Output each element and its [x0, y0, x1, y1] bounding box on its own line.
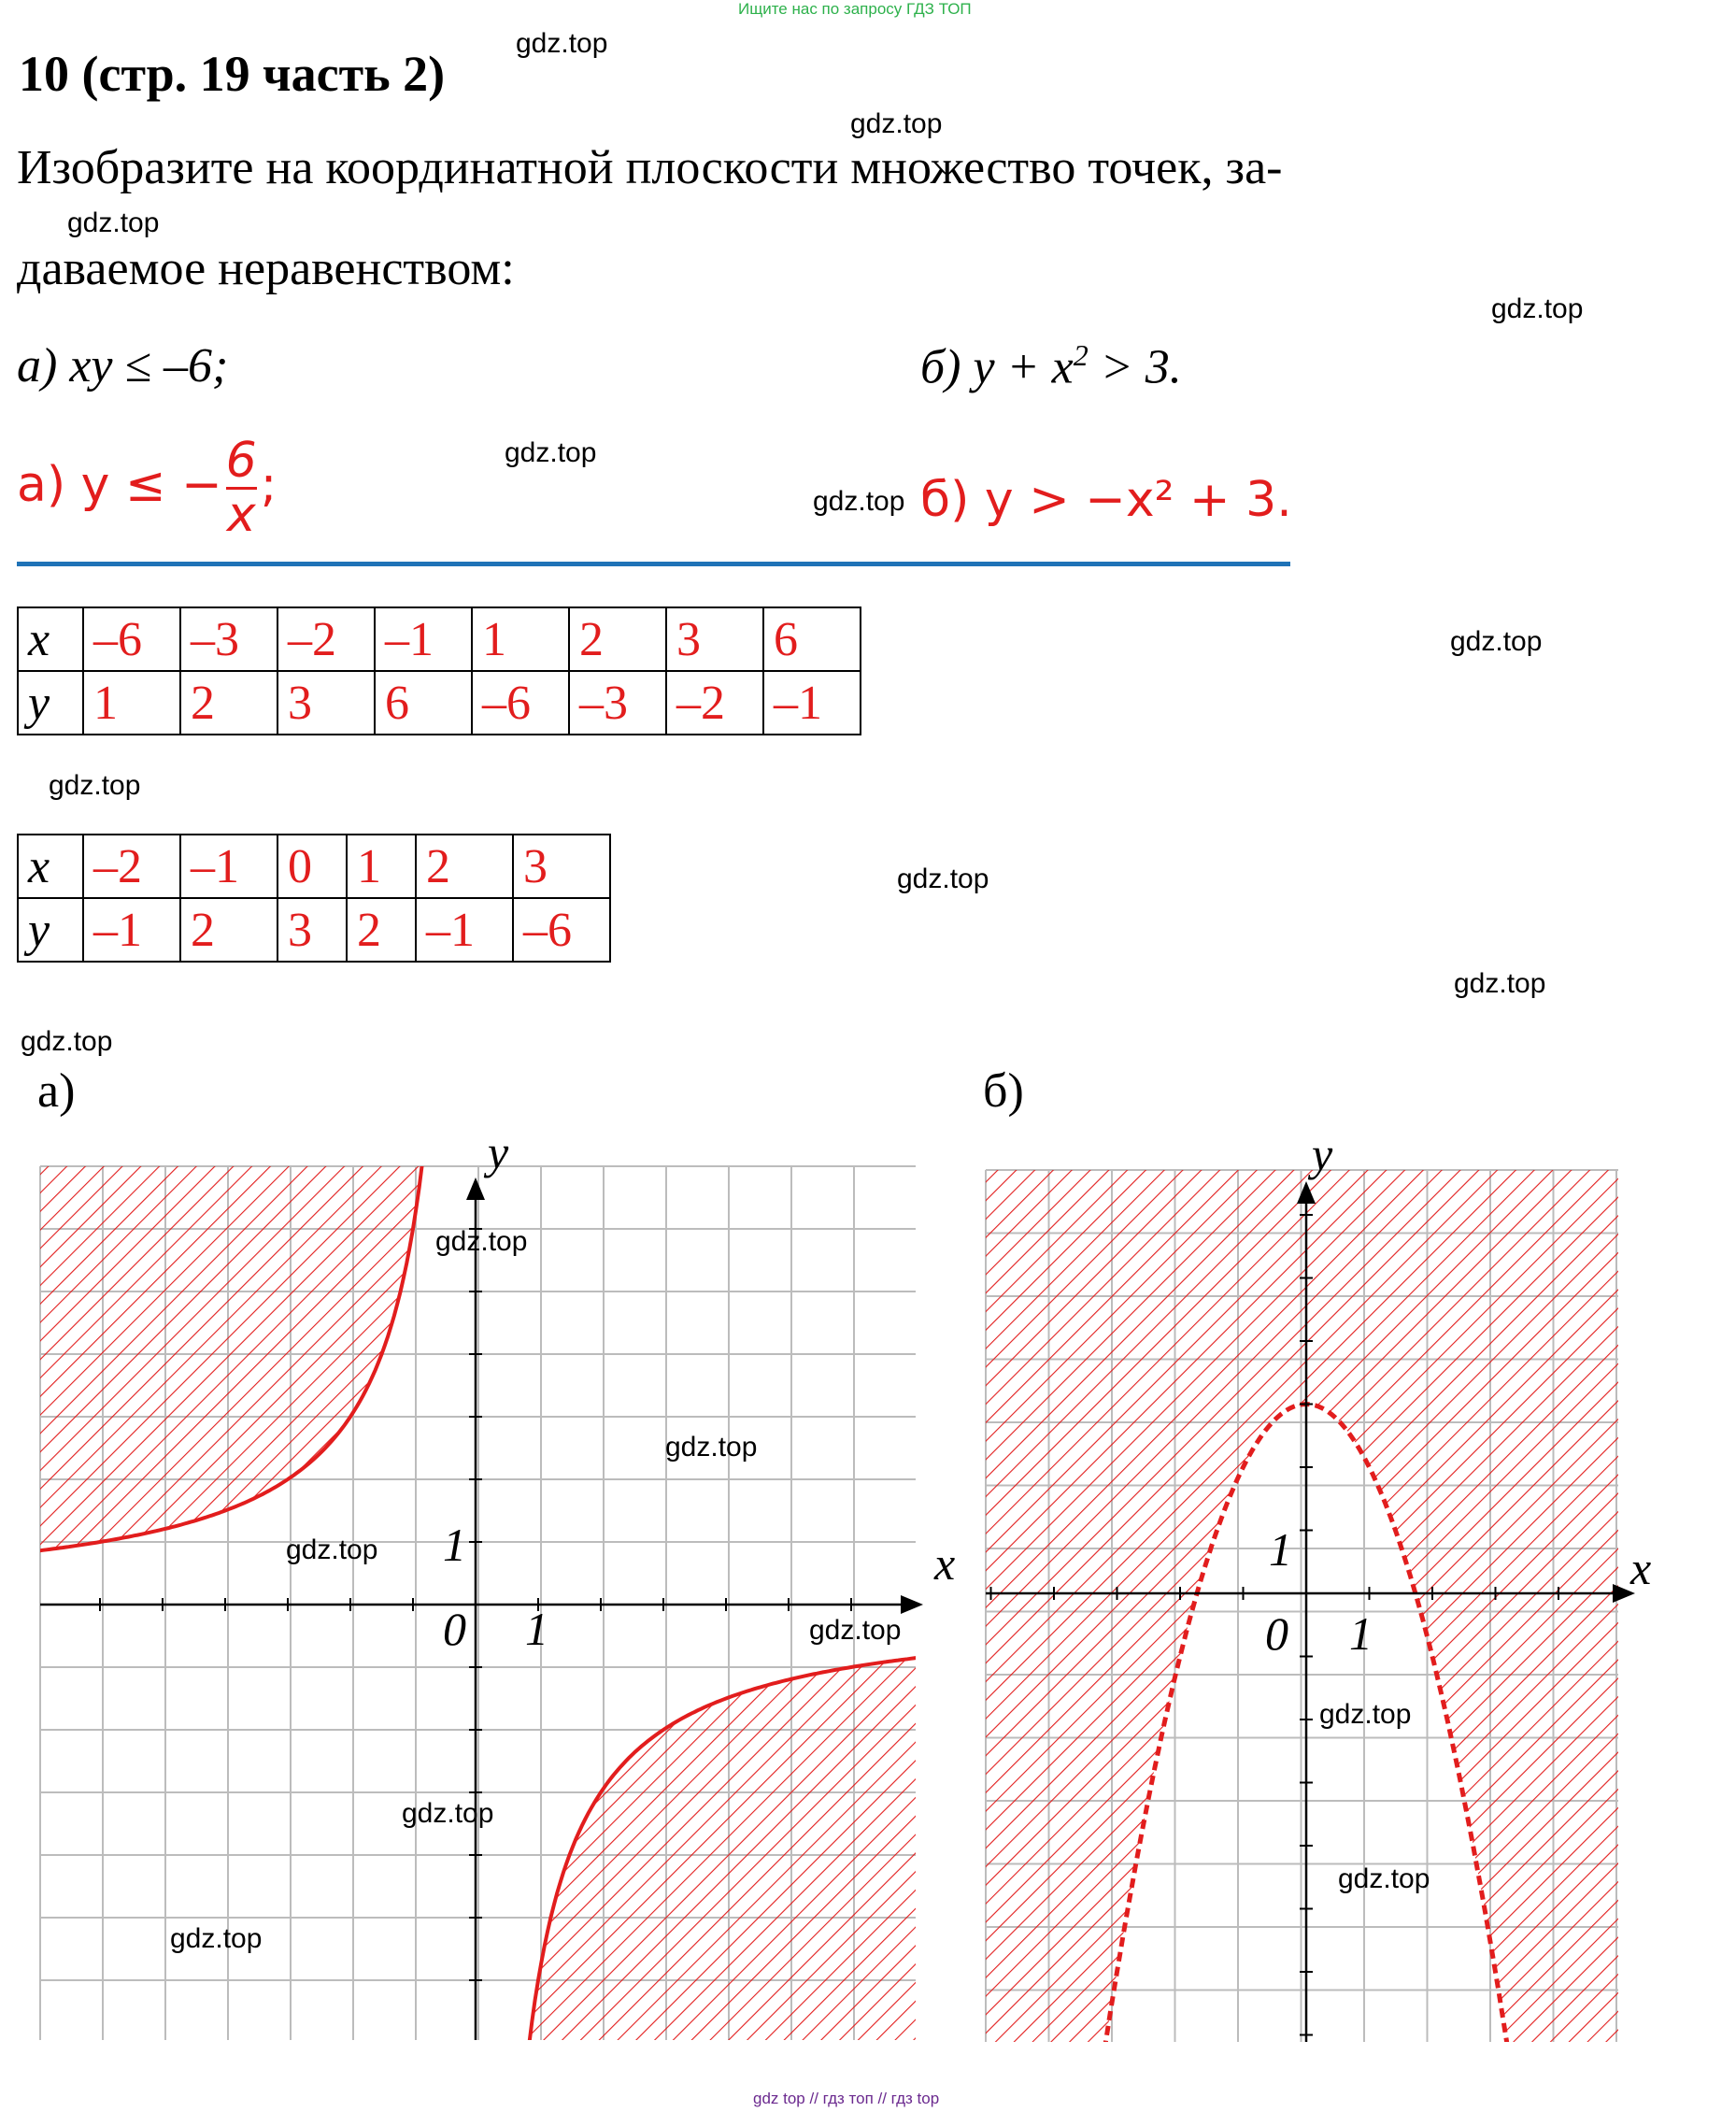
task-b-exponent: 2: [1073, 338, 1089, 372]
watermark: gdz.top: [402, 1798, 494, 1829]
table-cell: 6: [375, 671, 472, 735]
table-cell: 0: [277, 835, 347, 898]
x-axis-label: x: [1630, 1542, 1652, 1594]
table-cell: 2: [347, 898, 416, 962]
watermark: gdz.top: [897, 863, 989, 894]
task-b-suffix: > 3.: [1088, 340, 1182, 394]
table-cell: –1: [180, 835, 277, 898]
y-tick-label: 1: [443, 1519, 466, 1571]
table-cell: –6: [83, 607, 180, 671]
graph-b: [972, 1121, 1719, 2056]
watermark: gdz.top: [435, 1226, 528, 1257]
shaded-region-upper-left: [25, 1135, 426, 1553]
table-header-y: y: [18, 898, 83, 962]
watermark: gdz.top: [516, 28, 608, 59]
top-banner[interactable]: Ищите нас по запросу ГДЗ ТОП: [738, 0, 972, 18]
table-cell: –2: [277, 607, 375, 671]
watermark: gdz.top: [21, 1026, 113, 1057]
table-row: [18, 835, 610, 898]
table-cell: –2: [83, 835, 180, 898]
answer-a-suffix: ;: [260, 457, 277, 514]
table-cell: 2: [180, 671, 277, 735]
origin-label: 0: [1265, 1607, 1288, 1660]
bottom-banner[interactable]: gdz top // гдз топ // гдз top: [753, 2090, 940, 2107]
table-cell: 2: [569, 607, 666, 671]
watermark: gdz.top: [1491, 293, 1584, 324]
value-table-1: [17, 606, 861, 735]
table-cell: –1: [375, 607, 472, 671]
table-cell: 1: [347, 835, 416, 898]
table-cell: –1: [763, 671, 861, 735]
table-cell: 6: [763, 607, 861, 671]
table-cell: –6: [513, 898, 610, 962]
table-cell: 3: [277, 898, 347, 962]
y-tick-label: 1: [1269, 1523, 1292, 1576]
table-cell: 3: [277, 671, 375, 735]
shaded-region-lower-right: [526, 1657, 927, 2056]
watermark: gdz.top: [1454, 968, 1546, 999]
graph-a-label: а): [37, 1064, 76, 1118]
table-cell: 2: [180, 898, 277, 962]
answer-b: б) y > −x² + 3.: [920, 472, 1292, 528]
x-axis-label: x: [934, 1537, 956, 1590]
table-cell: –3: [569, 671, 666, 735]
x-axis-arrow: [901, 1595, 923, 1614]
table-cell: –1: [416, 898, 513, 962]
table-cell: –1: [83, 898, 180, 962]
origin-label: 0: [443, 1603, 466, 1655]
graph-b-label: б): [983, 1064, 1024, 1118]
answer-a-prefix: а) y ≤ −: [17, 457, 222, 514]
shaded-region-above-parabola: [972, 1151, 1653, 2056]
watermark: gdz.top: [850, 108, 943, 139]
watermark: gdz.top: [505, 437, 597, 468]
page-title: 10 (стр. 19 часть 2): [19, 46, 446, 102]
table-header-y: y: [18, 671, 83, 735]
answer-a-numerator: 6: [225, 433, 257, 489]
watermark: gdz.top: [170, 1923, 263, 1954]
table-cell: 1: [472, 607, 569, 671]
graph-a: [0, 1121, 962, 2056]
x-tick-label: 1: [525, 1603, 548, 1655]
table-cell: 1: [83, 671, 180, 735]
table-cell: –3: [180, 607, 277, 671]
table-cell: –6: [472, 671, 569, 735]
watermark: gdz.top: [67, 207, 160, 238]
answer-a-fraction: [225, 433, 257, 543]
task-a: а) xy ≤ –6;: [17, 339, 229, 392]
watermark: gdz.top: [813, 486, 905, 517]
x-tick-label: 1: [1349, 1607, 1373, 1660]
watermark: gdz.top: [286, 1534, 378, 1565]
y-axis-label: y: [1312, 1128, 1333, 1180]
table-row: [18, 671, 861, 735]
watermark: gdz.top: [49, 770, 141, 801]
watermark: gdz.top: [1450, 626, 1543, 657]
value-table-2: [17, 834, 611, 963]
answer-a-denominator: x: [226, 486, 256, 543]
table-row: [18, 898, 610, 962]
task-b: [920, 338, 1182, 394]
table-cell: 3: [666, 607, 763, 671]
table-header-x: x: [18, 835, 83, 898]
table-cell: 2: [416, 835, 513, 898]
watermark: gdz.top: [809, 1615, 902, 1646]
separator-line: [17, 562, 1290, 566]
table-cell: –2: [666, 671, 763, 735]
task-line-1: Изобразите на координатной плоскости множество точек, за-: [17, 141, 1283, 194]
y-axis-label: y: [488, 1126, 509, 1178]
watermark: gdz.top: [665, 1432, 758, 1463]
task-b-prefix: б) y + x: [920, 340, 1074, 394]
table-row: [18, 607, 861, 671]
table-cell: 3: [513, 835, 610, 898]
task-line-2: даваемое неравенством:: [17, 242, 515, 295]
watermark: gdz.top: [1319, 1699, 1412, 1730]
watermark: gdz.top: [1338, 1863, 1430, 1894]
table-header-x: x: [18, 607, 83, 671]
answer-a: [17, 433, 277, 543]
y-axis-arrow: [466, 1177, 485, 1200]
